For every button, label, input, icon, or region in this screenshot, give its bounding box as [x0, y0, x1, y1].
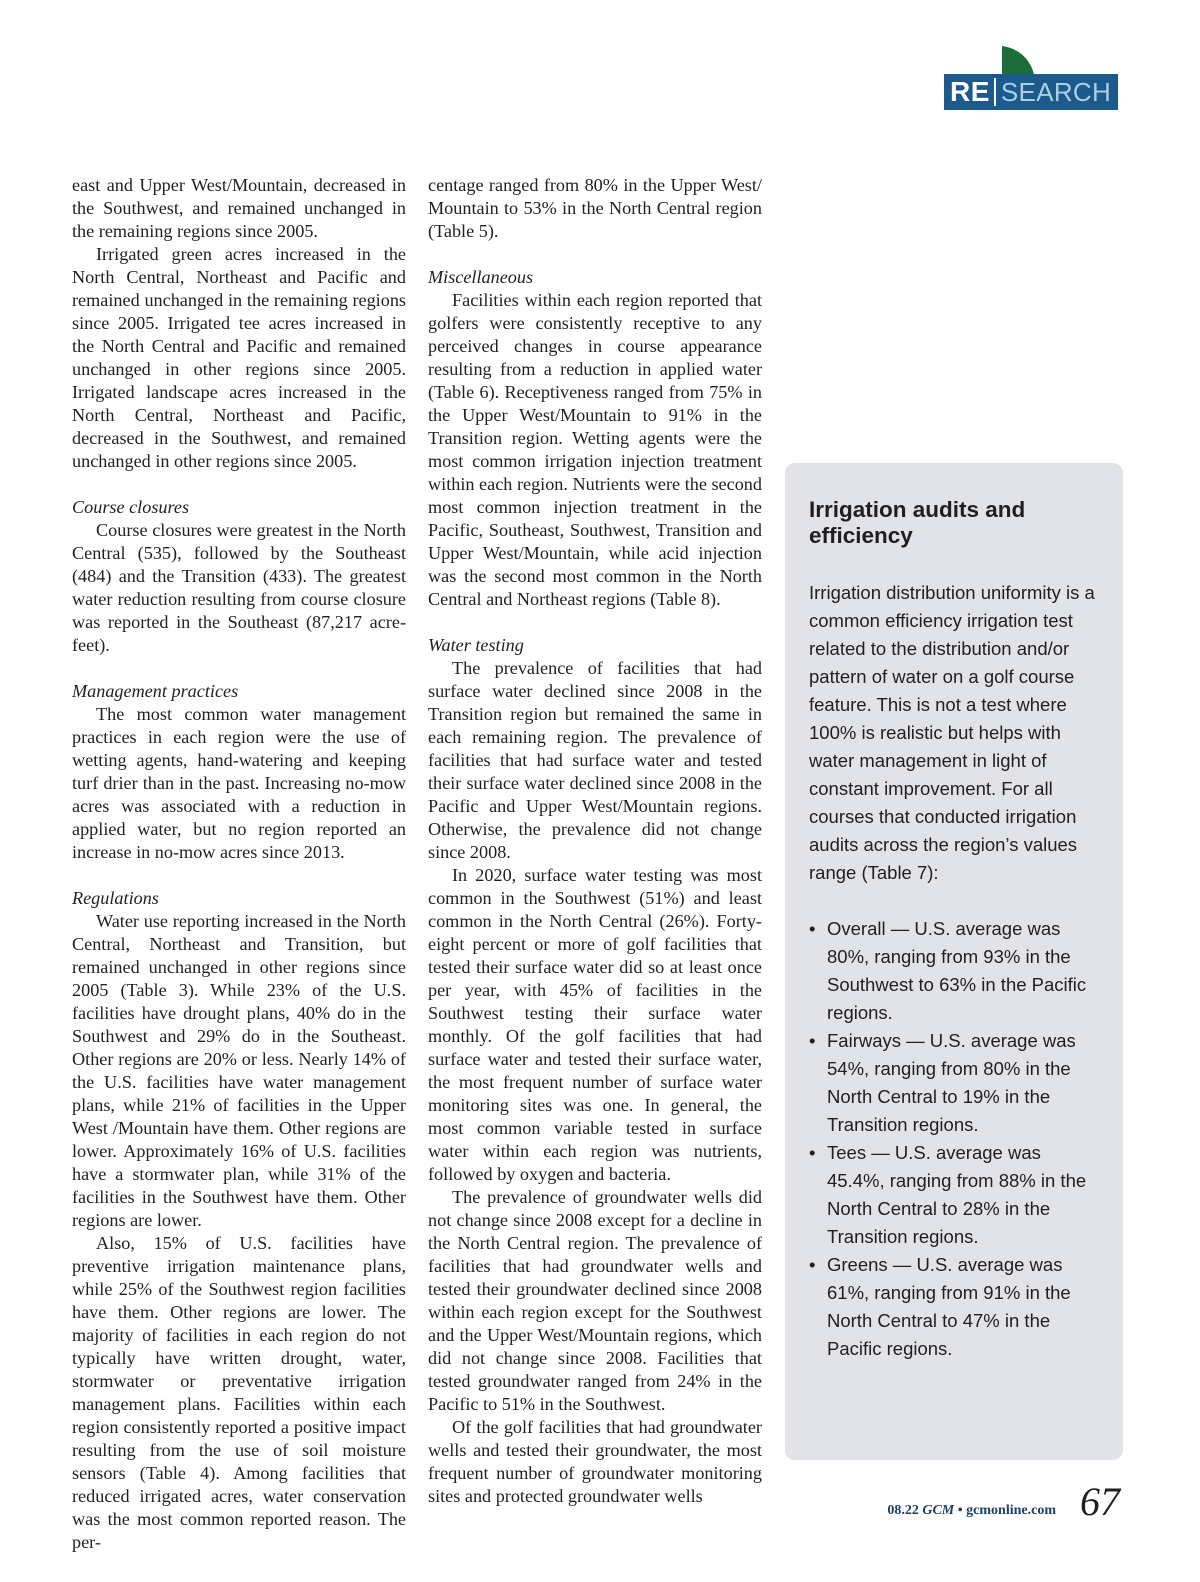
body-paragraph: east and Upper West/Mountain, decreased in the Southwest, and remained unchanged in the remaining regions since 2005.: [72, 175, 406, 241]
body-paragraph: Water use reporting increased in the North Central, Northeast and Transition, but remained unchanged in other regions since 2005 (Table 3). While 23% of the U.S. facilities have drought plans, 40% do in the Southwest and 29% do in the Southeast. Other regions are 20% or less. Nearly 14% of the U.S. facilities have water management plans, while 21% of facilities in the Upper West /Mountain have them. Other regions are lower. Approximately 16% of U.S. facilities have a stormwater plan, while 31% of the facilities in the Southwest have them. Other regions are lower.: [72, 911, 406, 1230]
body-paragraph: The most common water management practices in each region were the use of wetting agents, hand-watering and keeping turf drier than in the past. Increasing no-mow acres was associated with a reduction in applied water, but no region reported an increase in no-mow acres since 2013.: [72, 704, 406, 862]
article-column-middle: [428, 174, 762, 1508]
flag-icon: [1002, 46, 1034, 74]
section-heading: Course closures: [72, 497, 190, 517]
body-paragraph: In 2020, surface water testing was most common in the Southwest (51%) and least common in the North Central (26%). Forty-eight percent or more of golf facilities that tested their surface water did so at least once per year, with 45% of facilities in the Southwest testing their surface water monthly. Of the golf facilities that had surface water and tested their surface water, the most frequent number of surface water monitoring sites was one. In general, the most common variable tested in surface water within each region was nutrients, followed by oxygen and bacteria.: [428, 865, 762, 1184]
body-paragraph: Course closures were greatest in the North Central (535), followed by the Southeast (484) and the Transition (433). The greatest water reduction resulting from course closure was reported in the Southeast (87,217 acre-feet).: [72, 520, 406, 655]
logo-divider: [994, 78, 996, 106]
body-paragraph: Also, 15% of U.S. facilities have preventive irrigation maintenance plans, while 25% of the Southwest region facilities have them. Other regions are lower. The majority of facilities in each region do not typically have written drought, water, stormwater or preventative irrigation management plans. Facilities within each region consistently reported a positive impact resulting from the use of soil moisture sensors (Table 4). Among facilities that reduced irrigated acres, water conservation was the most common reported reason. The per-: [72, 1233, 406, 1552]
footer-magazine: GCM: [922, 1503, 955, 1518]
section-heading: Water testing: [428, 635, 524, 655]
page-number: 67: [1080, 1479, 1120, 1524]
footer-separator: •: [957, 1503, 963, 1518]
sidebar-bullet: • Greens — U.S. average was 61%, ranging from 91% in the North Central to 47% in the Pacific regions.: [809, 1251, 1103, 1363]
page-footer: [887, 1503, 1056, 1519]
body-paragraph: Facilities within each region reported that golfers were consistently receptive to any perceived changes in course appearance resulting from a reduction in applied water (Table 6). Receptiveness ranged from 75% in the Upper West/Mountain to 91% in the Transition region. Wetting agents were the most common irrigation injection treatment within each region. Nutrients were the second most common injection treatment in the Pacific, Southeast, Southwest, Transition and Upper West/Mountain, while acid injection was the second most common in the North Central and Northeast regions (Table 8).: [428, 290, 762, 609]
sidebar-bullet: • Tees — U.S. average was 45.4%, ranging from 88% in the North Central to 28% in the Transition regions.: [809, 1139, 1103, 1251]
body-paragraph: The prevalence of facilities that had surface water declined since 2008 in the Transition region but remained the same in each remaining region. The prevalence of facilities that had surface water and tested their surface water declined since 2008 in the Pacific and Upper West/Mountain regions. Otherwise, the prevalence did not change since 2008.: [428, 658, 762, 862]
section-heading: Regulations: [72, 888, 159, 908]
logo-re: RE: [950, 76, 990, 107]
article-column-left: [72, 174, 406, 1554]
body-paragraph: Irrigated green acres increased in the North Central, Northeast and Pacific and remained unchanged in the remaining regions since 2005. Irrigated tee acres increased in the North Central and Pacific and remained unchanged in other regions since 2005. Irrigated landscape acres increased in the North Central, Northeast and Pacific, decreased in the Southwest, and remained unchanged in other regions since 2005.: [72, 244, 406, 471]
research-logo: [944, 46, 1118, 112]
section-heading: Management practices: [72, 681, 239, 701]
body-paragraph: Of the golf facilities that had groundwater wells and tested their groundwater, the most frequent number of groundwater monitoring sites and protected groundwater wells: [428, 1417, 762, 1506]
body-paragraph: centage ranged from 80% in the Upper West/ Mountain to 53% in the North Central region (Table 5).: [428, 175, 762, 241]
footer-issue: 08.22: [887, 1503, 919, 1518]
logo-search: SEARCH: [1000, 76, 1112, 107]
sidebar-intro: Irrigation distribution uniformity is a common efficiency irrigation test related to the distribution and/or pattern of water on a golf course feature. This is not a test where 100% is realistic but helps with water management in light of constant improvement. For all courses that conducted irrigation audits across the region’s values range (Table 7):: [809, 582, 1095, 883]
sidebar-bullet: • Overall — U.S. average was 80%, ranging from 93% in the Southwest to 63% in the Pacific regions.: [809, 915, 1103, 1027]
sidebar-bullet: • Fairways — U.S. average was 54%, ranging from 80% in the North Central to 19% in the Transition regions.: [809, 1027, 1103, 1139]
sidebar-box: [785, 463, 1123, 1460]
sidebar-bullet-list: [809, 915, 1103, 1363]
sidebar-title: Irrigation audits and efficiency: [809, 497, 1026, 548]
research-logo-box: [944, 74, 1118, 110]
body-paragraph: The prevalence of groundwater wells did not change since 2008 except for a decline in the North Central region. The prevalence of facilities that had groundwater wells and tested their groundwater declined since 2008 within each region except for the Southwest and the Upper West/Mountain regions, which did not change since 2008. Facilities that tested groundwater ranged from 24% in the Pacific to 51% in the Southwest.: [428, 1187, 762, 1414]
footer-site: gcmonline.com: [966, 1503, 1056, 1518]
section-heading: Miscellaneous: [428, 267, 534, 287]
